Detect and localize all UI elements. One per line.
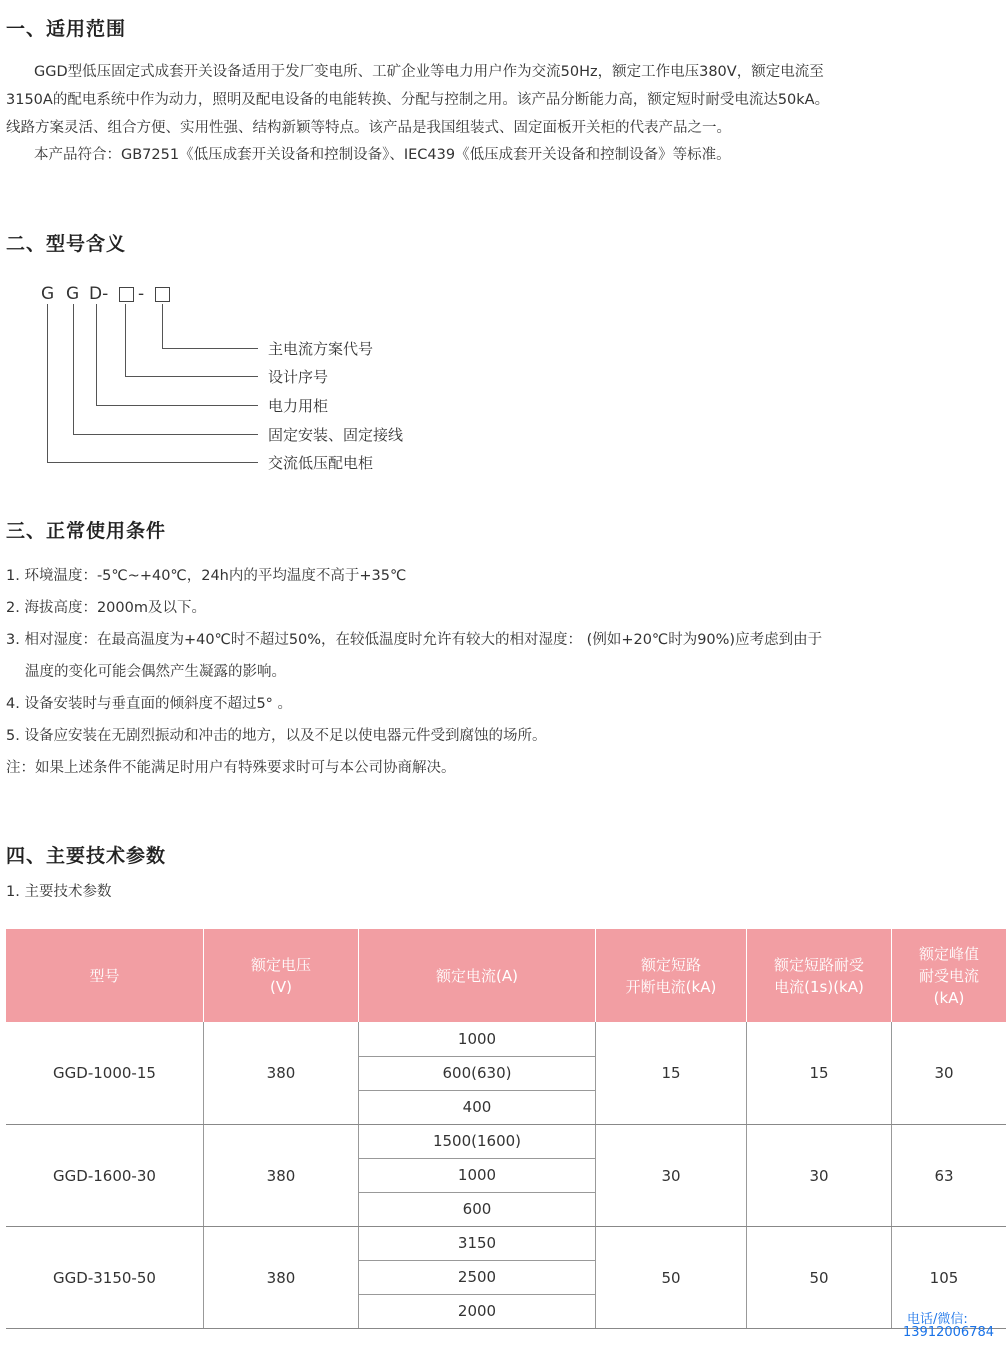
cell-breaking: 50	[661, 1268, 681, 1287]
model-code-g2: G	[66, 284, 80, 304]
connector-line	[47, 462, 258, 463]
cell-current: 1000	[457, 1030, 497, 1048]
cell-peak: 63	[934, 1166, 954, 1185]
condition-item: 4. 设备安装时与垂直面的倾斜度不超过5° 。	[6, 696, 293, 712]
connector-line	[162, 304, 163, 348]
connector-line	[73, 304, 74, 434]
model-label-main-circuit: 主电流方案代号	[268, 340, 374, 358]
connector-line	[125, 304, 126, 376]
model-code-box-2	[155, 287, 170, 302]
table-header-row	[6, 929, 1006, 1022]
model-code-box-1	[119, 287, 134, 302]
cell-current: 1500(1600)	[432, 1132, 522, 1150]
cell-withstand: 30	[809, 1166, 829, 1185]
connector-line	[96, 405, 258, 406]
model-code-g1: G	[41, 284, 55, 304]
connector-line	[96, 304, 97, 405]
header-breaking-current: 额定短路 开断电流(kA)	[625, 955, 717, 996]
cell-model: GGD-1000-15	[53, 1064, 156, 1082]
cell-peak: 30	[934, 1064, 954, 1082]
cell-peak: 105	[929, 1268, 959, 1287]
cell-current: 600(630)	[442, 1064, 512, 1082]
model-label-power-cabinet: 电力用柜	[268, 397, 329, 415]
cell-current: 2500	[457, 1268, 497, 1286]
paragraph-2: 本产品符合：GB7251《低压成套开关设备和控制设备》、IEC439《低压成套开关设备和控制设备》等标准。	[34, 147, 731, 163]
header-peak-current: 额定峰值 耐受电流 (kA)	[918, 944, 979, 1007]
cell-model: GGD-1600-30	[53, 1166, 156, 1185]
section-4-subtitle: 1. 主要技术参数	[6, 884, 112, 900]
cell-breaking: 30	[661, 1166, 681, 1185]
header-voltage: 额定电压 (V)	[250, 955, 311, 996]
paragraph-1-line-3: 线路方案灵活、组合方便、实用性强、结构新颖等特点。该产品是我国组装式、固定面板开关柜的代表产品之一。	[6, 120, 731, 136]
contact-number: 13912006784	[903, 1325, 994, 1340]
condition-item: 3. 相对湿度：在最高温度为+40℃时不超过50%，在较低温度时允许有较大的相对湿度： (例如+20℃时为90%)应考虑到由于	[6, 632, 823, 648]
connector-line	[162, 348, 258, 349]
condition-item: 2. 海拔高度：2000m及以下。	[6, 600, 206, 616]
cell-model: GGD-3150-50	[53, 1268, 156, 1287]
model-code-d: D-	[89, 284, 109, 304]
model-label-fixed-install: 固定安装、固定接线	[268, 426, 404, 444]
cell-current: 600	[462, 1200, 492, 1218]
connector-line	[125, 376, 258, 377]
model-label-ac-lv-cabinet: 交流低压配电柜	[268, 454, 374, 472]
connector-line	[47, 304, 48, 462]
header-model: 型号	[89, 966, 120, 985]
condition-item: 1. 环境温度：-5℃~+40℃，24h内的平均温度不高于+35℃	[6, 568, 407, 584]
section-1-title: 一、适用范围	[6, 18, 127, 40]
section-4-title: 四、主要技术参数	[6, 845, 167, 867]
cell-withstand: 15	[809, 1064, 829, 1082]
condition-note: 注：如果上述条件不能满足时用户有特殊要求时可与本公司协商解决。	[6, 760, 456, 776]
header-current: 额定电流(A)	[436, 966, 518, 985]
paragraph-1-line-2: 3150A的配电系统中作为动力，照明及配电设备的电能转换、分配与控制之用。该产品分断能力高，额定短时耐受电流达50kA。	[6, 92, 830, 108]
model-label-design-serial: 设计序号	[268, 368, 329, 386]
cell-voltage: 380	[266, 1166, 296, 1185]
section-2-title: 二、型号含义	[6, 233, 127, 255]
cell-breaking: 15	[661, 1064, 681, 1082]
cell-voltage: 380	[266, 1268, 296, 1287]
cell-voltage: 380	[266, 1064, 296, 1082]
header-withstand-current: 额定短路耐受 电流(1s)(kA)	[773, 955, 864, 996]
model-code-dash: -	[138, 284, 145, 304]
contact-label: 电话/微信:	[907, 1312, 968, 1327]
cell-current: 3150	[457, 1234, 497, 1252]
cell-current: 2000	[457, 1302, 497, 1320]
condition-item: 温度的变化可能会偶然产生凝露的影响。	[25, 664, 286, 680]
section-3-title: 三、正常使用条件	[6, 520, 167, 542]
condition-item: 5. 设备应安装在无剧烈振动和冲击的地方，以及不足以使电器元件受到腐蚀的场所。	[6, 728, 547, 744]
paragraph-1-line-1: GGD型低压固定式成套开关设备适用于发厂变电所、工矿企业等电力用户作为交流50Hz，额定工作电压380V，额定电流至	[34, 64, 824, 80]
connector-line	[73, 434, 258, 435]
cell-current: 1000	[457, 1166, 497, 1184]
cell-withstand: 50	[809, 1268, 829, 1287]
cell-current: 400	[462, 1098, 492, 1116]
